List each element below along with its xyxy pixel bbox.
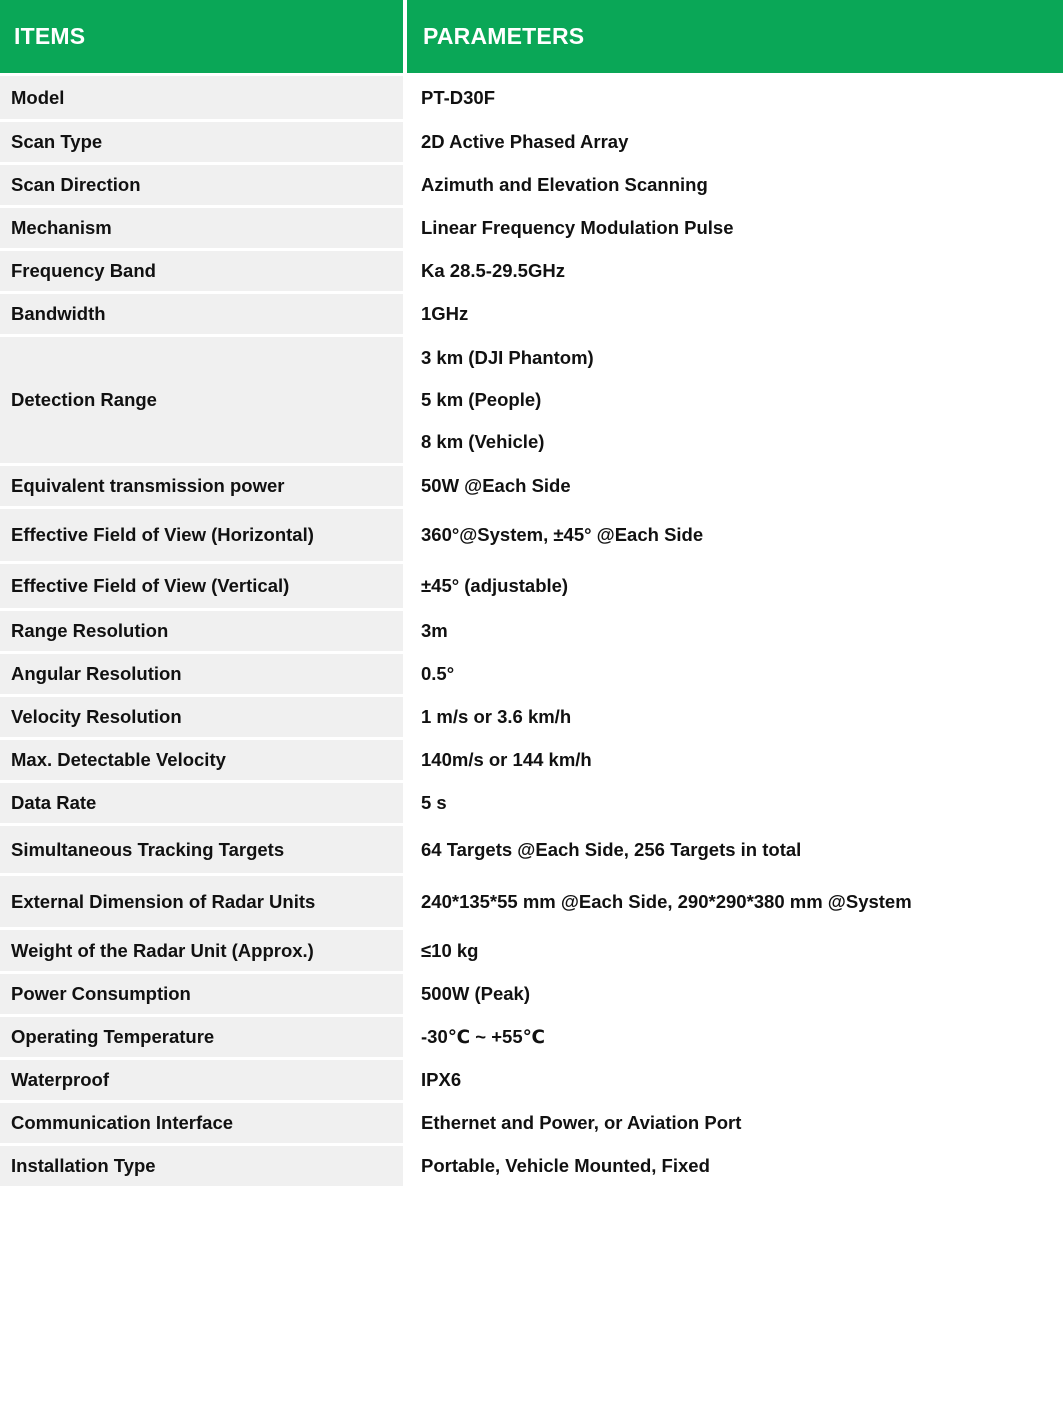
item-label: Mechanism: [0, 208, 403, 248]
parameter-line: IPX6: [421, 1069, 462, 1090]
parameter-line: Ethernet and Power, or Aviation Port: [421, 1112, 742, 1133]
parameter-value: [407, 1146, 1063, 1186]
table-header: [0, 0, 1063, 76]
parameter-line: 5 km (People): [421, 389, 542, 410]
table-row: [0, 122, 1063, 165]
parameter-line: 1 m/s or 3.6 km/h: [421, 706, 572, 727]
item-label: Installation Type: [0, 1146, 403, 1186]
item-label: Model: [0, 76, 403, 119]
table-row: [0, 740, 1063, 783]
item-label: Equivalent transmission power: [0, 466, 403, 506]
parameter-line: 1GHz: [421, 303, 469, 324]
parameter-value: [407, 697, 1063, 737]
parameter-line: PT-D30F: [421, 86, 496, 108]
parameter-line: 2D Active Phased Array: [421, 131, 629, 152]
header-parameters: PARAMETERS: [407, 0, 1063, 73]
item-label: Simultaneous Tracking Targets: [0, 826, 403, 873]
parameter-line: -30℃ ~ +55℃: [421, 1026, 546, 1047]
item-label: Detection Range: [0, 337, 403, 463]
parameter-line: 360°@System, ±45° @Each Side: [421, 524, 704, 545]
parameter-line: Azimuth and Elevation Scanning: [421, 174, 708, 195]
parameter-value: [407, 1103, 1063, 1143]
parameter-value: [407, 876, 1063, 927]
parameter-value: [407, 337, 1063, 463]
item-label: Effective Field of View (Horizontal): [0, 509, 403, 561]
parameter-value: [407, 740, 1063, 780]
parameter-value: [407, 122, 1063, 162]
item-label: Effective Field of View (Vertical): [0, 564, 403, 608]
table-row: [0, 930, 1063, 974]
table-row: [0, 294, 1063, 337]
table-row: [0, 564, 1063, 611]
table-row: [0, 337, 1063, 466]
parameter-line: 140m/s or 144 km/h: [421, 749, 592, 770]
table-row: [0, 1017, 1063, 1060]
item-label: Bandwidth: [0, 294, 403, 334]
item-label: Frequency Band: [0, 251, 403, 291]
table-row: [0, 208, 1063, 251]
table-row: [0, 783, 1063, 826]
table-row: [0, 1146, 1063, 1189]
parameter-value: [407, 654, 1063, 694]
parameter-value: [407, 251, 1063, 291]
table-row: [0, 611, 1063, 654]
item-label: Waterproof: [0, 1060, 403, 1100]
parameter-line: Portable, Vehicle Mounted, Fixed: [421, 1155, 710, 1176]
parameter-value: [407, 208, 1063, 248]
item-label: Data Rate: [0, 783, 403, 823]
parameter-line: ±45° (adjustable): [421, 575, 569, 596]
parameter-value: [407, 509, 1063, 561]
item-label: Scan Direction: [0, 165, 403, 205]
parameter-line: 50W @Each Side: [421, 475, 571, 496]
parameter-value: [407, 564, 1063, 608]
parameter-value: [407, 1060, 1063, 1100]
item-label: Range Resolution: [0, 611, 403, 651]
parameter-line: 0.5°: [421, 663, 455, 684]
parameter-value: [407, 76, 1063, 119]
table-row: [0, 509, 1063, 564]
table-body: [0, 76, 1063, 1189]
parameter-line: Linear Frequency Modulation Pulse: [421, 217, 734, 238]
parameter-value: [407, 826, 1063, 873]
parameter-value: [407, 930, 1063, 971]
item-label: Velocity Resolution: [0, 697, 403, 737]
parameter-value: [407, 974, 1063, 1014]
parameter-line: 64 Targets @Each Side, 256 Targets in total: [421, 838, 802, 860]
parameter-line: 5 s: [421, 792, 447, 813]
item-label: Operating Temperature: [0, 1017, 403, 1057]
item-label: Scan Type: [0, 122, 403, 162]
parameter-value: [407, 294, 1063, 334]
item-label: Power Consumption: [0, 974, 403, 1014]
table-row: [0, 1103, 1063, 1146]
table-row: [0, 466, 1063, 509]
parameter-line: 3m: [421, 620, 448, 641]
parameter-value: [407, 165, 1063, 205]
table-row: [0, 251, 1063, 294]
parameter-value: [407, 1017, 1063, 1057]
table-row: [0, 876, 1063, 930]
parameter-line: ≤10 kg: [421, 939, 479, 961]
parameter-line: 500W (Peak): [421, 983, 530, 1004]
parameter-value: [407, 783, 1063, 823]
item-label: Communication Interface: [0, 1103, 403, 1143]
parameter-line: Ka 28.5-29.5GHz: [421, 260, 565, 281]
table-row: [0, 165, 1063, 208]
table-row: [0, 1060, 1063, 1103]
table-row: [0, 826, 1063, 876]
table-row: [0, 654, 1063, 697]
header-items: ITEMS: [0, 0, 403, 73]
item-label: Angular Resolution: [0, 654, 403, 694]
parameter-line: 8 km (Vehicle): [421, 431, 545, 452]
parameter-value: [407, 611, 1063, 651]
parameter-line: 240*135*55 mm @Each Side, 290*290*380 mm @System: [421, 890, 912, 912]
table-row: [0, 974, 1063, 1017]
parameter-line: 3 km (DJI Phantom): [421, 347, 594, 368]
table-row: [0, 76, 1063, 122]
item-label: Weight of the Radar Unit (Approx.): [0, 930, 403, 971]
table-row: [0, 697, 1063, 740]
item-label: External Dimension of Radar Units: [0, 876, 403, 927]
parameter-value: [407, 466, 1063, 506]
item-label: Max. Detectable Velocity: [0, 740, 403, 780]
